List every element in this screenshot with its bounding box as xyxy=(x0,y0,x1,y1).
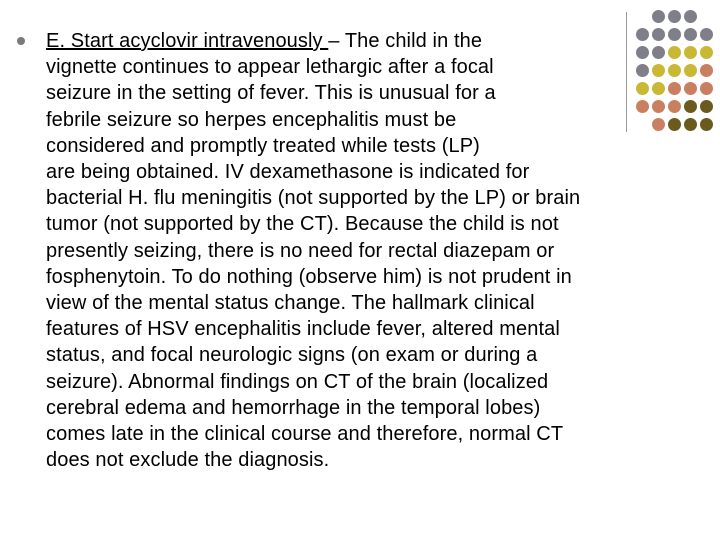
decorative-dot xyxy=(700,100,713,113)
decorative-dot xyxy=(684,10,697,23)
text-line: fosphenytoin. To do nothing (observe him) is not prudent in xyxy=(46,265,572,288)
text-line: are being obtained. IV dexamethasone is indicated for xyxy=(46,161,530,184)
decorative-dot xyxy=(700,10,713,23)
text-line-first xyxy=(46,28,686,54)
text-line: bacterial H. flu meningitis (not supported by the LP) or brain xyxy=(46,187,581,210)
lead-continuation: – The child in the xyxy=(328,30,483,52)
text-line: seizure in the setting of fever. This is unusual for a xyxy=(46,82,496,105)
decorative-dot xyxy=(668,10,681,23)
decorative-dot xyxy=(700,46,713,59)
text-line: considered and promptly treated while tests (LP) xyxy=(46,134,480,157)
text-line: tumor (not supported by the CT). Because the child is not xyxy=(46,213,559,236)
text-line: febrile seizure so herpes encephalitis must be xyxy=(46,108,457,131)
text-line: cerebral edema and hemorrhage in the temporal lobes) xyxy=(46,396,541,419)
text-line: status, and focal neurologic signs (on exam or during a xyxy=(46,344,538,367)
decorative-dot xyxy=(652,10,665,23)
text-line: does not exclude the diagnosis. xyxy=(46,449,330,472)
decorative-dot xyxy=(700,28,713,41)
decorative-dot xyxy=(700,82,713,95)
text-line: comes late in the clinical course and therefore, normal CT xyxy=(46,423,564,446)
answer-choice-lead: E. Start acyclovir intravenously xyxy=(46,30,329,52)
text-line: presently seizing, there is no need for rectal diazepam or xyxy=(46,239,555,262)
bullet-icon xyxy=(17,37,25,45)
decorative-dot xyxy=(636,10,649,23)
text-line: vignette continues to appear lethargic after a focal xyxy=(46,56,494,79)
decorative-dot xyxy=(700,64,713,77)
text-line: seizure). Abnormal findings on CT of the brain (localized xyxy=(46,370,549,393)
text-line: features of HSV encephalitis include fever, altered mental xyxy=(46,318,560,341)
bullet-text xyxy=(46,28,686,473)
decorative-dot xyxy=(700,118,713,131)
text-line: view of the mental status change. The hallmark clinical xyxy=(46,292,535,315)
